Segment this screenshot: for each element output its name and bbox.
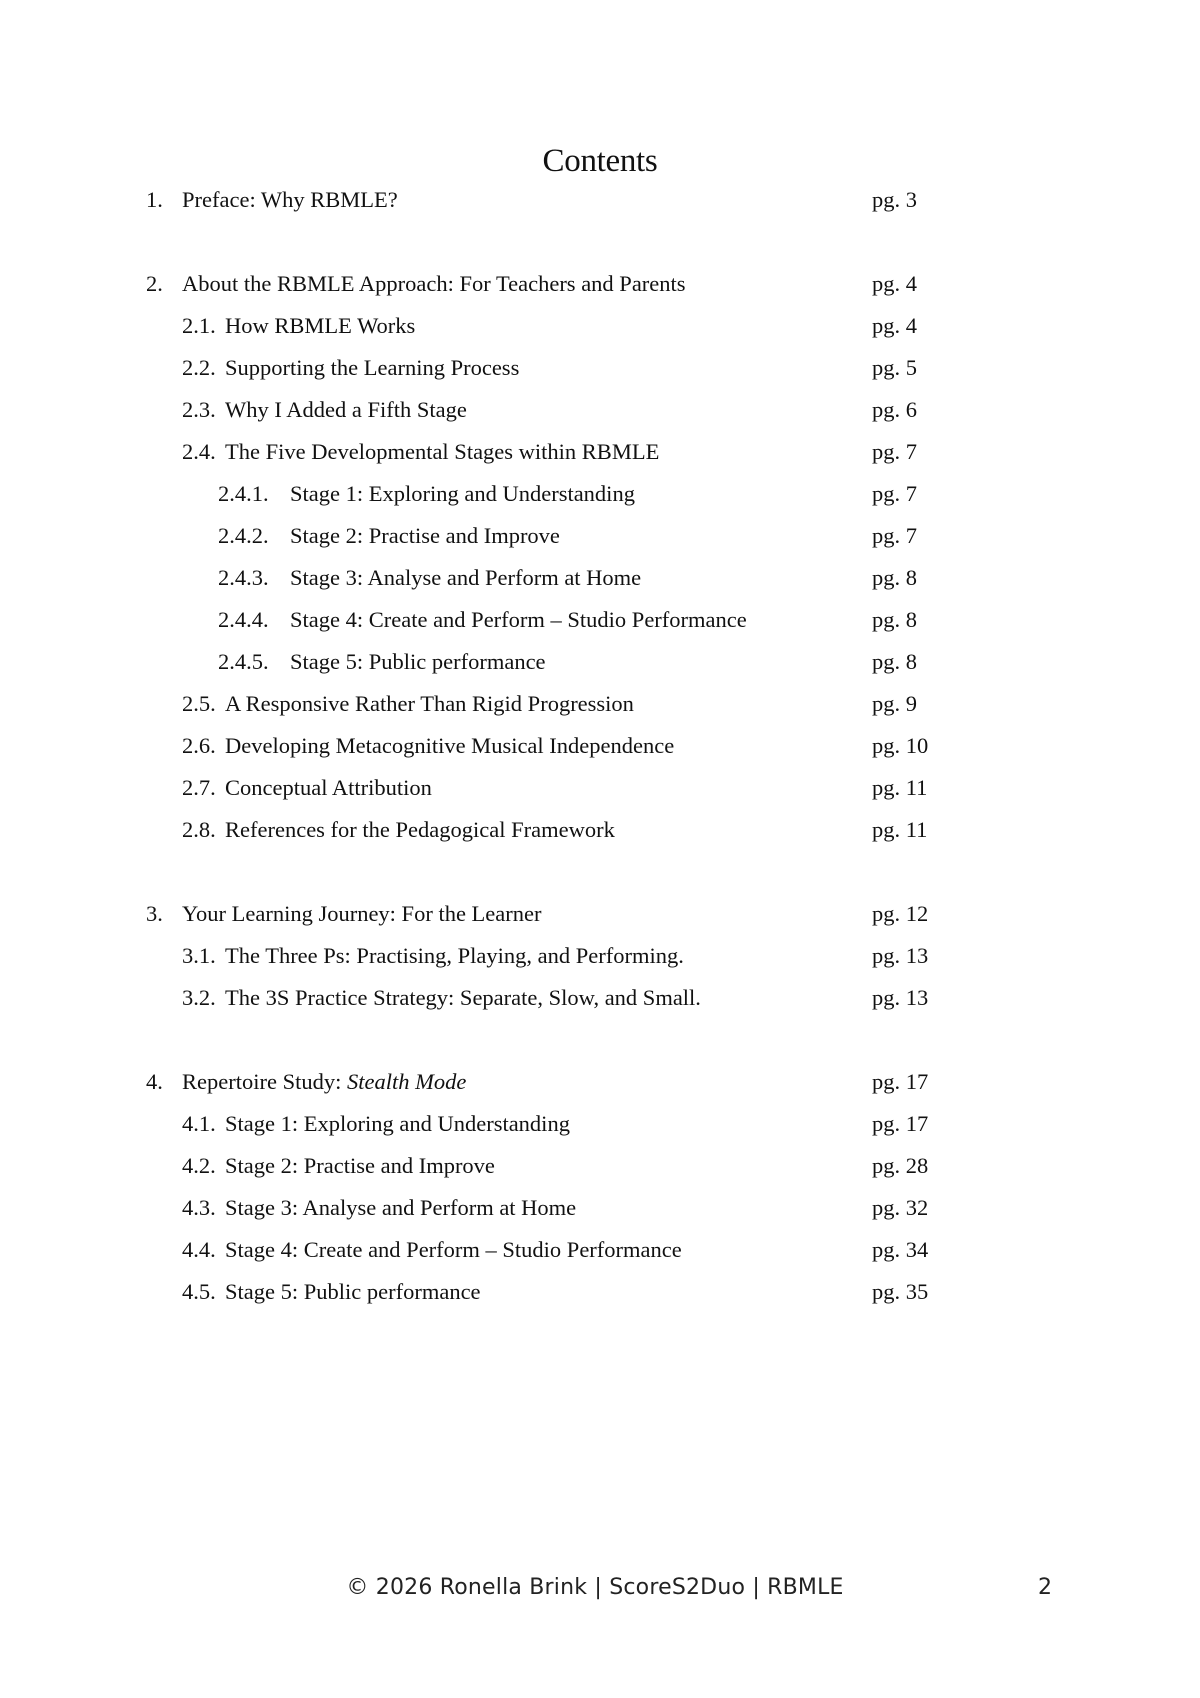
toc-entry-page: pg. 6 xyxy=(872,397,917,422)
toc-entry-title: Stage 5: Public performance xyxy=(290,649,546,674)
toc-entry-title: References for the Pedagogical Framework xyxy=(225,817,615,842)
toc-entry xyxy=(0,436,1200,468)
toc-entry-page: pg. 34 xyxy=(872,1237,929,1262)
toc-entry xyxy=(0,1192,1200,1224)
toc-entry-number: 2.3. xyxy=(182,397,216,422)
toc-entry-title: The 3S Practice Strategy: Separate, Slow, and Small. xyxy=(225,985,701,1010)
toc-entry-number: 4.4. xyxy=(182,1237,216,1262)
footer-page-number: 2 xyxy=(1038,1575,1052,1600)
toc-entry xyxy=(0,184,1200,216)
toc-entry-number: 2.1. xyxy=(182,313,216,338)
toc-entry-number: 2.8. xyxy=(182,817,216,842)
toc-entry-page: pg. 5 xyxy=(872,355,917,380)
toc-entry-number: 4.5. xyxy=(182,1279,216,1304)
toc-entry-number: 2.4.4. xyxy=(218,607,269,632)
toc-entry-number: 2.4. xyxy=(182,439,216,464)
toc-entry xyxy=(0,772,1200,804)
toc-entry xyxy=(0,688,1200,720)
toc-entry-page: pg. 28 xyxy=(872,1153,929,1178)
toc-entry-page: pg. 13 xyxy=(872,943,929,968)
toc-entry-title: Stage 1: Exploring and Understanding xyxy=(225,1111,570,1136)
toc-entry xyxy=(0,940,1200,972)
toc-entry-page: pg. 9 xyxy=(872,691,917,716)
page-footer xyxy=(0,1571,1200,1605)
toc-entry-number: 2.4.2. xyxy=(218,523,269,548)
toc-entry-page: pg. 7 xyxy=(872,523,917,548)
toc-entry-title: Stage 5: Public performance xyxy=(225,1279,481,1304)
toc-entry-title: Preface: Why RBMLE? xyxy=(182,187,398,212)
toc-entry-number: 4.1. xyxy=(182,1111,216,1136)
toc-entry xyxy=(0,1234,1200,1266)
toc-entry xyxy=(0,898,1200,930)
toc-entry xyxy=(0,814,1200,846)
toc-entry-title: Repertoire Study: Stealth Mode xyxy=(182,1069,467,1094)
toc-entry-page: pg. 8 xyxy=(872,565,917,590)
toc-entry-number: 3. xyxy=(146,901,163,926)
page-title: Contents xyxy=(542,143,658,179)
toc-entry-number: 2.5. xyxy=(182,691,216,716)
toc-entry xyxy=(0,1150,1200,1182)
toc-entry xyxy=(0,394,1200,426)
toc-entry-title: Stage 4: Create and Perform – Studio Performance xyxy=(225,1237,682,1262)
toc-entry xyxy=(0,562,1200,594)
toc-entry-number: 4.2. xyxy=(182,1153,216,1178)
toc-entry-title: Stage 1: Exploring and Understanding xyxy=(290,481,635,506)
toc-entry-number: 2.7. xyxy=(182,775,216,800)
toc-entry-title: About the RBMLE Approach: For Teachers and Parents xyxy=(182,271,686,296)
toc-entry xyxy=(0,730,1200,762)
toc-entry-title: Supporting the Learning Process xyxy=(225,355,520,380)
toc-entry-page: pg. 32 xyxy=(872,1195,929,1220)
toc-entry xyxy=(0,604,1200,636)
toc-entry-page: pg. 3 xyxy=(872,187,917,212)
toc-entry-number: 3.1. xyxy=(182,943,216,968)
toc-entry-page: pg. 8 xyxy=(872,607,917,632)
toc-entry-number: 2.2. xyxy=(182,355,216,380)
toc-entry-page: pg. 13 xyxy=(872,985,929,1010)
toc-entry-title: A Responsive Rather Than Rigid Progression xyxy=(225,691,634,716)
toc-entry xyxy=(0,1066,1200,1098)
toc-entry-title: The Five Developmental Stages within RBMLE xyxy=(225,439,660,464)
toc-entry-page: pg. 8 xyxy=(872,649,917,674)
toc-entry xyxy=(0,352,1200,384)
toc-entry-title: Conceptual Attribution xyxy=(225,775,432,800)
toc-entry xyxy=(0,310,1200,342)
toc-entry xyxy=(0,268,1200,300)
toc-entry-title: Your Learning Journey: For the Learner xyxy=(182,901,542,926)
toc-entry-number: 2.6. xyxy=(182,733,216,758)
toc-entry-number: 2.4.1. xyxy=(218,481,269,506)
toc-entry-title: How RBMLE Works xyxy=(225,313,416,338)
toc-entry-number: 1. xyxy=(146,187,163,212)
toc-entry-title: Stage 4: Create and Perform – Studio Performance xyxy=(290,607,747,632)
toc-entry-number: 4. xyxy=(146,1069,163,1094)
toc-entry-page: pg. 4 xyxy=(872,313,917,338)
toc-entry-page: pg. 35 xyxy=(872,1279,929,1304)
toc-entry xyxy=(0,520,1200,552)
toc-entry-number: 2.4.3. xyxy=(218,565,269,590)
toc-entry xyxy=(0,1108,1200,1140)
toc-entry-page: pg. 12 xyxy=(872,901,929,926)
toc-entry xyxy=(0,982,1200,1014)
toc-entry-page: pg. 17 xyxy=(872,1111,929,1136)
toc-entry-title: Stage 2: Practise and Improve xyxy=(225,1153,495,1178)
toc-entry-title: Developing Metacognitive Musical Independence xyxy=(225,733,675,758)
toc-entry-title-italic: Stealth Mode xyxy=(346,1069,467,1094)
toc-entry-page: pg. 7 xyxy=(872,439,917,464)
toc-entry-page: pg. 11 xyxy=(872,775,928,800)
toc-entry-title: Stage 2: Practise and Improve xyxy=(290,523,560,548)
toc-entry-number: 2. xyxy=(146,271,163,296)
toc-entry-page: pg. 10 xyxy=(872,733,929,758)
toc-entry-title: Stage 3: Analyse and Perform at Home xyxy=(225,1195,577,1220)
toc-entry-page: pg. 11 xyxy=(872,817,928,842)
toc-entry-title: Stage 3: Analyse and Perform at Home xyxy=(290,565,642,590)
toc-entry-number: 3.2. xyxy=(182,985,216,1010)
toc-entry xyxy=(0,478,1200,510)
toc-entry-page: pg. 7 xyxy=(872,481,917,506)
footer-copyright: © 2026 Ronella Brink | ScoreS2Duo | RBMLE xyxy=(346,1575,844,1600)
toc-entry-page: pg. 4 xyxy=(872,271,917,296)
toc-entry-number: 4.3. xyxy=(182,1195,216,1220)
toc-entry-title: The Three Ps: Practising, Playing, and Performing. xyxy=(225,943,684,968)
toc-entry-number: 2.4.5. xyxy=(218,649,269,674)
toc-entry-page: pg. 17 xyxy=(872,1069,929,1094)
toc-entry-title: Why I Added a Fifth Stage xyxy=(225,397,467,422)
toc-entry xyxy=(0,646,1200,678)
toc-entry xyxy=(0,1276,1200,1308)
